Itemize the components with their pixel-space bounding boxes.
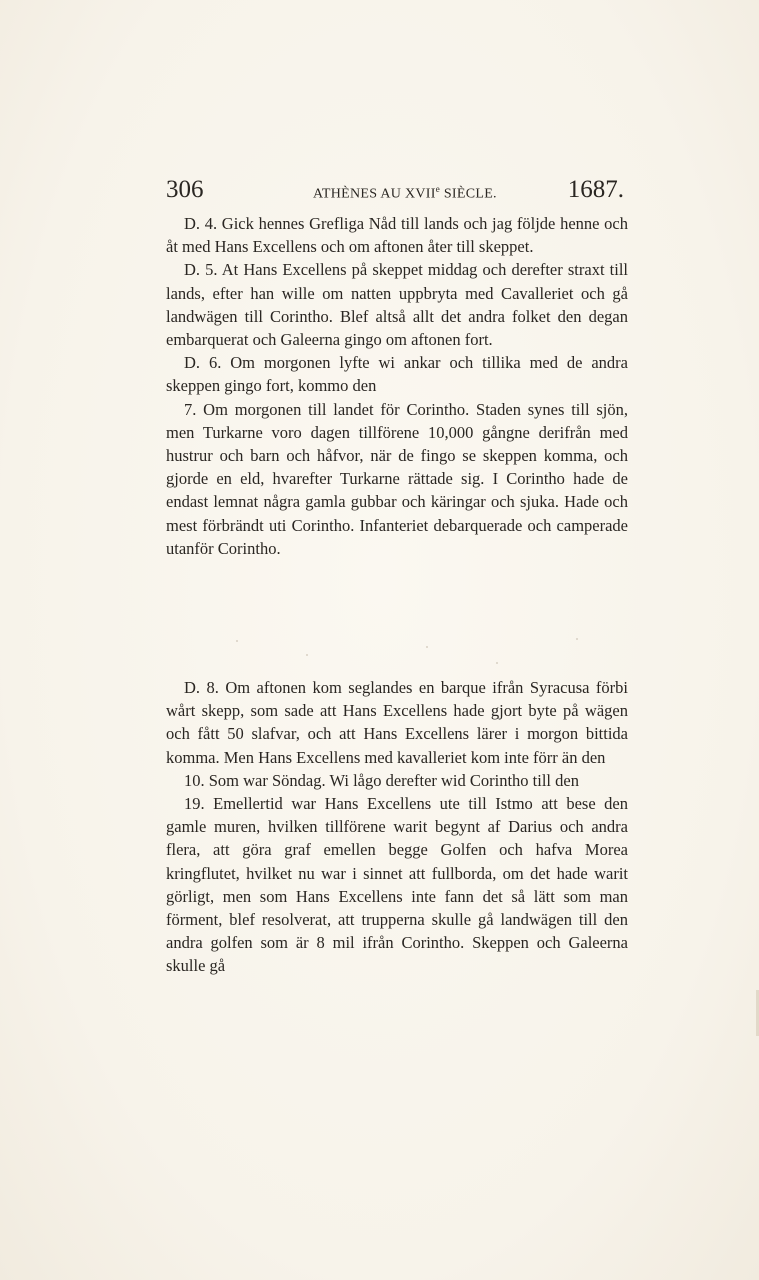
paragraph: 10. Som war Söndag. Wi lågo derefter wid Corintho till den: [184, 770, 579, 790]
paragraph: D. 8. Om aftonen kom seglandes en barque ifrån Syracusa förbi wårt skepp, som sade att Hans Excellens hade gjort byte på wägen och fått 50 slafvar, och att Hans Excellens lärer i morgon bittida komma. Men Hans Excellens med kavalleriet kom inte förr än den: [166, 678, 628, 767]
running-title-text: ATHÈNES AU XVII: [313, 186, 436, 202]
page-header: [166, 176, 626, 210]
text-block-top: [166, 212, 628, 560]
speck: [496, 662, 498, 664]
paragraph: D. 6. Om morgonen lyfte wi ankar och tillika med de andra skeppen gingo fort, kommo den: [166, 353, 628, 396]
speck: [576, 638, 578, 640]
running-title-end: SIÈCLE.: [440, 186, 497, 202]
paragraph: 19. Emellertid war Hans Excellens ute till Istmo att bese den gamle muren, hvilken tillförene warit begynt af Darius och andra flera, att göra graf emellen begge Golfen och hafva Morea kringflutet, hvilket nu war i sinnet att fullborda, om det hade warit görligt, men som Hans Excellens inte fann det så lätt som man förment, blef resolverat, att trupperna skulle gå landwägen till den andra golfen som är 8 mil ifrån Corintho. Skeppen och Galeerna skulle gå: [166, 794, 628, 976]
speck: [426, 646, 428, 648]
running-title-sup: e: [435, 184, 441, 194]
header-year: 1687.: [567, 176, 624, 203]
speck: [236, 640, 238, 642]
running-title: [313, 184, 497, 203]
paragraph: D. 5. At Hans Excellens på skeppet middag och derefter straxt till lands, efter han wille om natten uppbryta med Cavalleriet och gå landwägen till Corintho. Blef altså allt det andra folket den degan embarquerat och Galeerna gingo om aftonen fort.: [166, 260, 628, 350]
page-number: 306: [166, 176, 204, 203]
paragraph: D. 4. Gick hennes Grefliga Nåd till lands och jag följde henne och åt med Hans Excellens och om aftonen åter till skeppet.: [166, 214, 628, 257]
text-block-bottom: [166, 676, 628, 978]
paragraph: 7. Om morgonen till landet för Corintho. Staden synes till sjön, men Turkarne voro dagen tillförene 10,000 gångne derifrån med hustrur och barn och håfvor, när de fingo se skeppen komma, och gjorde en eld, hvarefter Turkarne rättade sig. I Corintho hade de endast lemnat några gamla gubbar och käringar och sjuka. Hade och mest förbrändt uti Corintho. Infanteriet debarquerade och camperade utanför Corintho.: [166, 399, 628, 558]
speck: [306, 654, 308, 656]
show-through-specks: [166, 632, 628, 672]
